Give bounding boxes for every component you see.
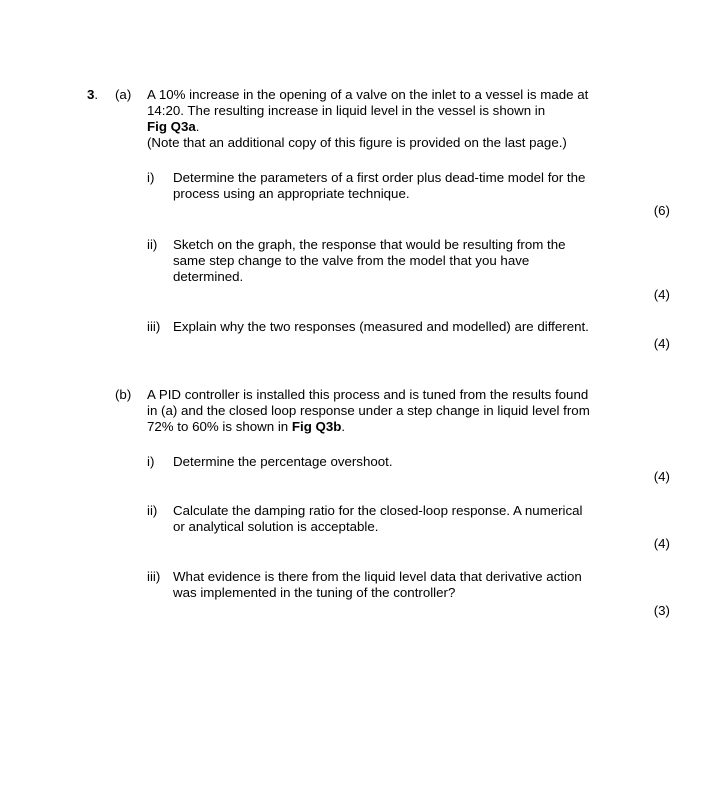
part-a-label: (a) [115,87,132,102]
fig-q3b-reference: Fig Q3b [291,419,342,434]
fig-q3b-suffix: . [341,419,346,434]
part-a-intro [147,87,647,151]
part-b-iii-label: iii) [147,569,161,584]
question-number-suffix: . [94,87,99,102]
part-a-intro-line3 [147,119,647,135]
part-b-label: (b) [115,387,132,402]
part-b-iii-line1: What evidence is there from the liquid level data that derivative action [173,569,582,584]
part-a-i-marks: (6) [653,203,670,218]
part-a-i-text [173,170,633,202]
part-b-i-line1: Determine the percentage overshoot. [173,454,393,469]
question-number [87,87,98,103]
part-a-intro-line2: 14:20. The resulting increase in liquid level in the vessel is shown in [147,103,546,118]
part-b-ii-marks: (4) [653,536,670,551]
part-b-i-marks: (4) [653,469,670,484]
part-a-ii-line3: determined. [173,269,244,284]
part-a-ii-marks: (4) [653,287,670,302]
part-b-ii-label: ii) [147,503,158,518]
part-b-ii-line2: or analytical solution is acceptable. [173,519,379,534]
part-b-ii-text [173,503,633,535]
part-a-iii-text [173,319,643,335]
part-b-i-text [173,454,633,470]
fig-q3a-reference: Fig Q3a [147,119,196,134]
part-a-iii-line1: Explain why the two responses (measured and modelled) are different. [173,319,589,334]
part-a-i-line2: process using an appropriate technique. [173,186,410,201]
part-b-intro-line3-text: 72% to 60% is shown in [147,419,292,434]
part-b-iii-text [173,569,633,601]
part-a-i-line1: Determine the parameters of a first order plus dead-time model for the [173,170,586,185]
part-b-intro-line3 [147,419,647,435]
part-a-iii-label: iii) [147,319,161,334]
part-b-iii-marks: (3) [653,603,670,618]
part-b-intro [147,387,647,435]
part-b-i-label: i) [147,454,155,469]
part-b-intro-line1: A PID controller is installed this process and is tuned from the results found [147,387,589,402]
part-b-intro-line2: in (a) and the closed loop response under a step change in liquid level from [147,403,590,418]
part-a-note: (Note that an additional copy of this figure is provided on the last page.) [147,135,567,150]
part-a-intro-line1: A 10% increase in the opening of a valve on the inlet to a vessel is made at [147,87,589,102]
part-b-iii-line2: was implemented in the tuning of the controller? [173,585,456,600]
part-a-i-label: i) [147,170,155,185]
part-a-ii-text [173,237,633,285]
part-a-iii-marks: (4) [653,336,670,351]
part-a-ii-line2: same step change to the valve from the model that you have [173,253,530,268]
part-a-ii-label: ii) [147,237,158,252]
part-a-ii-line1: Sketch on the graph, the response that would be resulting from the [173,237,566,252]
fig-q3a-suffix: . [195,119,200,134]
question-number-digit: 3 [87,87,95,102]
part-b-ii-line1: Calculate the damping ratio for the closed-loop response. A numerical [173,503,583,518]
